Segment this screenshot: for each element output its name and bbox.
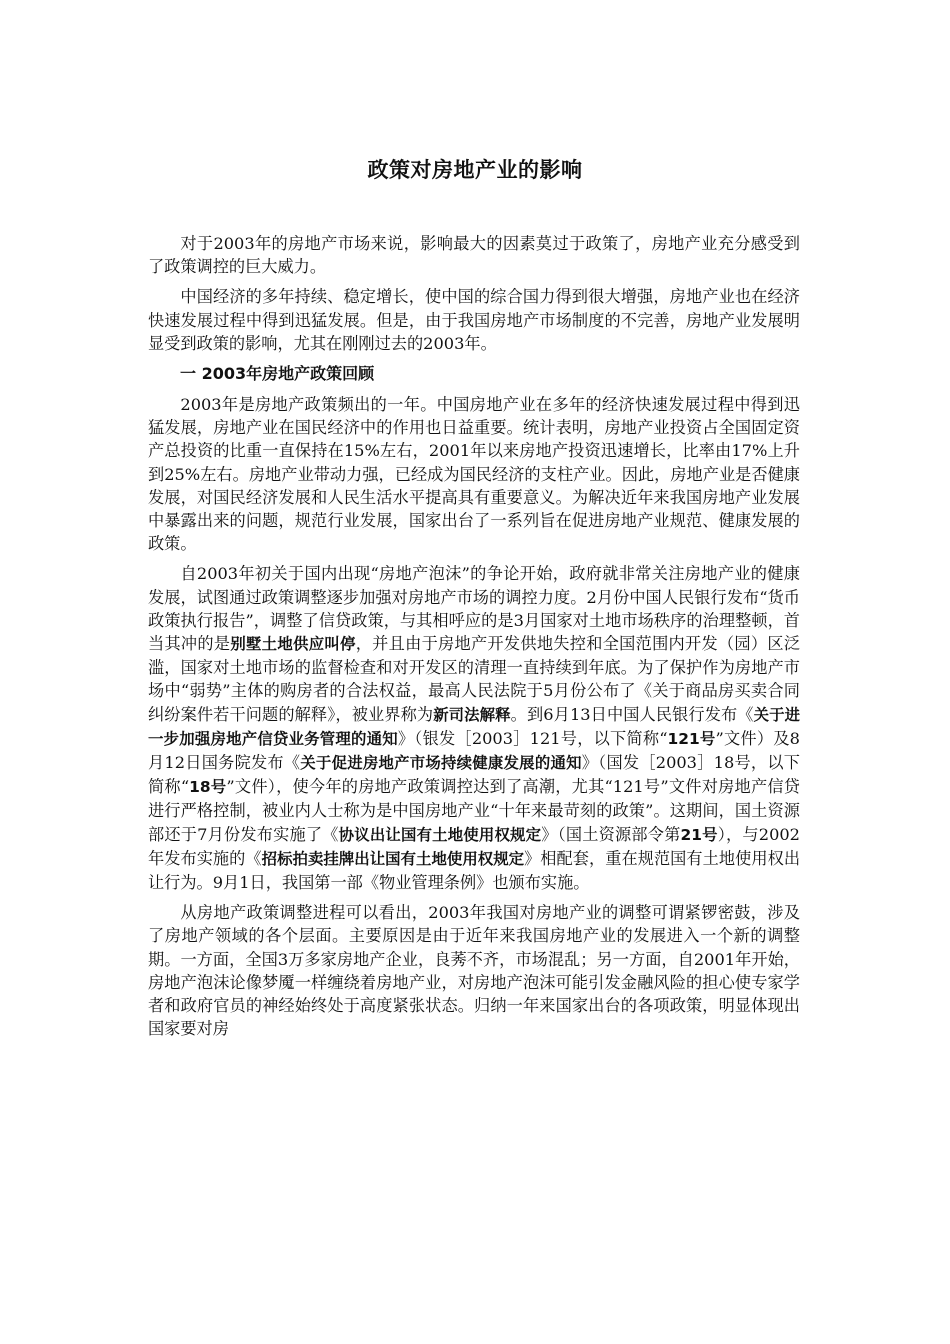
paragraph-policy-overview: 2003年是房地产政策频出的一年。中国房地产业在多年的经济快速发展过程中得到迅猛发展，房地产业在国民经济中的作用也日益重要。统计表明，房地产业投资占全国固定资产总投资的比重一直保持在15%左右，2001年以来房地产投资迅速增长，比率由17%上升到25%左右。房地产业带动力强，已经成为国民经济的支柱产业。因此，房地产业是否健康发展，对国民经济发展和人民生活水平提高具有重要意义。为解决近年来我国房地产业发展中暴露出来的问题，规范行业发展，国家出台了一系列旨在促进房地产业规范、健康发展的政策。 [148,395,800,554]
text-run: ），与2002年发布实施的《 [148,824,800,868]
emphasis-land-agreement-rule: 协议出让国有土地使用权规定 [338,825,542,844]
paragraph-background: 中国经济的多年持续、稳定增长，使中国的综合国力得到很大增强，房地产业也在经济快速发展过程中得到迅猛发展。但是，由于我国房地产市场制度的不完善，房地产业发展明显受到政策的影响，尤其在刚刚过去的2003年。 [148,287,800,353]
emphasis-order-21: 21号 [680,825,718,844]
paragraph-analysis: 从房地产政策调整进程可以看出，2003年我国对房地产业的调整可谓紧锣密鼓，涉及了房地产领域的各个层面。主要原因是由于近年来我国房地产业的发展进入一个新的调整期。一方面，全国3万多家房地产企业，良莠不齐，市场混乱；另一方面，自2001年开始，房地产泡沫论像梦魇一样缠绕着房地产业，对房地产泡沫可能引发金融风险的担心使专家学者和政府官员的神经始终处于高度紧张状态。归纳一年来国家出台的各项政策，明显体现出国家要对房 [148,903,800,1039]
document-title: 政策对房地产业的影响 [367,158,583,182]
emphasis-market-notice: 关于促进房地产市场持续健康发展的通知 [300,754,582,773]
text-run: 自2003年初关于国内出现“房地产泡沫”的争论开始，政府就非常关注房地产业的健康发展，试图通过政策调整逐步加强对房地产市场的调控力度。2月份中国人民银行发布“货币政策执行报告”，调整了信贷政策，与其相呼应的是3月国家对土地市场秩序的治理整顿，首当其冲的是 [148,564,800,654]
emphasis-villa-land-halt: 别墅土地供应叫停 [230,635,356,654]
text-run: 》（银发［2003］121号，以下简称“ [397,728,668,748]
section-heading: 一 2003年房地产政策回顾 [180,364,375,384]
text-run: ，并且由于房地产开发供地失控和全国范围内开发（园）区泛滥，国家对土地市场的监督检查和对开发区的清理一直持续到年底。为了保护作为房地产市场中“弱势”主体的购房者的合法权益，最高人民法院于5月份公布了《关于商品房买卖合同纠纷案件若干问题的解释》，被业界称为 [148,634,801,724]
emphasis-new-judicial-interpretation: 新司法解释 [433,705,511,724]
paragraph-intro: 对于2003年的房地产市场来说，影响最大的因素莫过于政策了，房地产业充分感受到了政策调控的巨大威力。 [148,234,800,277]
emphasis-doc-18: 18号 [189,778,227,797]
document-body [148,232,800,1048]
emphasis-credit-notice: 关于进一步加强房地产信贷业务管理的通知 [148,705,800,748]
text-run: 》（国土资源部令第 [541,824,681,844]
text-run: 》（国发［2003］18号，以下简称“ [148,753,800,797]
emphasis-land-auction-rule: 招标拍卖挂牌出让国有土地使用权规定 [261,849,525,868]
text-run: ”文件）及8月12日国务院发布《 [148,728,800,773]
text-run: 。到6月13日中国人民银行发布《 [510,704,754,724]
text-run: ”文件），使今年的房地产政策调控达到了高潮，尤其“121号”文件对房地产信贷进行严格控制，被业内人士称为是中国房地产业“十年来最苛刻的政策”。这期间，国土资源部还于7月份发布实施了《 [148,777,800,844]
paragraph-policy-timeline [148,562,800,894]
text-run: 》相配套，重在规范国有土地使用权出让行为。9月1日，我国第一部《物业管理条例》也颁布实施。 [148,848,801,893]
emphasis-doc-121: 121号 [667,729,716,748]
